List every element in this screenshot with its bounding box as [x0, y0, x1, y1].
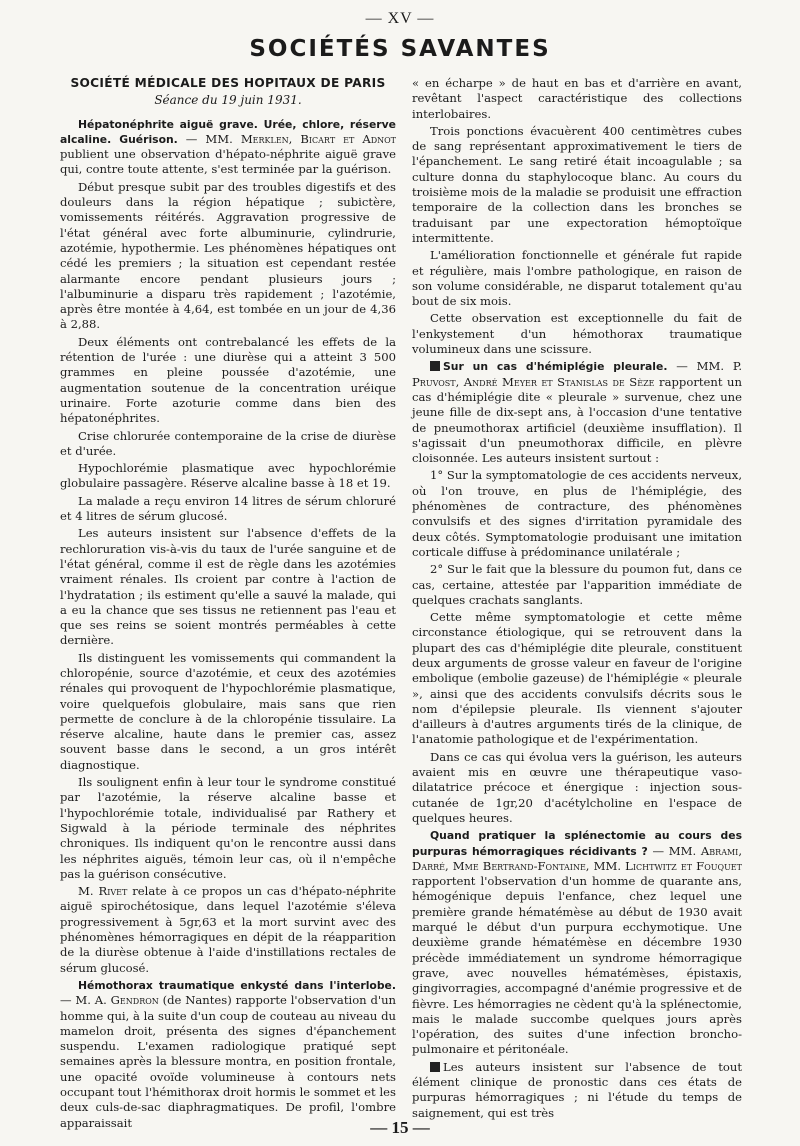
paragraph: Les auteurs insistent sur l'absence d'effets de la rechloruration vis-à-vis du taux de l'urée sanguine et de l'état général, comme il est de règle dans les azotémies vraiment rénales. Ils croient par contre à l'action de l'hydratation ; ils estiment qu'elle a sauvé la malade, qui a eu la chance que ses tissus ne retiennent pas l'eau et que ses reins se soient montrés perméables à cette dernière. — [60, 526, 396, 648]
paragraph: Cette observation est exceptionnelle du fait de l'enkystement d'un hémothorax traumatique volumineux dans une scissure. — [412, 311, 742, 357]
author-name: M. Rivet — [78, 884, 128, 899]
left-column — [60, 76, 396, 1133]
paragraph: L'amélioration fonctionnelle et générale fut rapide et régulière, mais l'ombre pathologique, en raison de son volume considérable, ne disparut totalement qu'au bout de six mois. — [412, 248, 742, 309]
article-title: Sur un cas d'hémiplégie pleurale. — [443, 360, 668, 374]
paragraph: Les auteurs insistent sur l'absence de tout élément clinique de pronostic dans ces états de purpuras hémorragiques ; ni l'étude du temps de saignement, qui est très — [412, 1059, 742, 1120]
paragraph: M. Rivet relate à ce propos un cas d'hépato-néphrite aiguë spirochétosique, dans lequel l'azotémie s'éleva progressivement à 5gr,63 et la mort survint avec des phénomènes hémorragiques en dépit de la réapparition de la diurèse obtenue à l'aide d'instillations rectales de sérum glucosé. — [60, 884, 396, 975]
paragraph: 2° Sur le fait que la blessure du poumon fut, dans ce cas, certaine, attestée par l'apparition immédiate de quelques crachats sanglants. — [412, 562, 742, 607]
paragraph: Hypochlorémie plasmatique avec hypochlorémie globulaire passagère. Réserve alcaline basse à 18 et 19. — [60, 461, 396, 491]
society-title: SOCIÉTÉ MÉDICALE DES HOPITAUX DE PARIS — [70, 76, 386, 90]
top-page-number: — XV — — [365, 10, 435, 27]
session-date: Séance du 19 juin 1931. — [154, 93, 302, 108]
paragraph: La malade a reçu environ 14 litres de sérum chloruré et 4 litres de sérum glucosé. — [60, 493, 396, 524]
article-paragraph: Hépatonéphrite aiguë grave. Urée, chlore, réserve alcaline. Guérison. — MM. Merklen, Bicart et Adnot publient une observation d'hépato-néphrite aiguë grave qui, contre toute attente, s'est terminée par la guérison. — [60, 117, 397, 177]
article-title: Hémothorax traumatique enkysté dans l'interlobe. — [78, 978, 396, 992]
section-title: SOCIÉTÉS SAVANTES — [249, 36, 551, 62]
paragraph: Dans ce cas qui évolua vers la guérison, les auteurs avaient mis en œuvre une thérapeutique vaso-dilatatrice précoce et énergique : injection sous-cutanée de 1gr,20 d'acétylcholine en l'espace de quelques heures. — [412, 749, 742, 825]
article-authors: MM. P. Pruvost, André Meyer et Stanislas de Sèze — [412, 359, 743, 389]
article-paragraph: Sur un cas d'hémiplégie pleurale. — MM. P. Pruvost, André Meyer et Stanislas de Sèze rapportent un cas d'hémiplégie dite « pleurale » survenue, chez une jeune fille de dix-sept ans, à l'occasion d'une tentative de pneumothorax artificiel (deuxième insufflation). Il s'agissait d'un pneumothorax difficile, en plèvre cloisonnée. Les auteurs insistent surtout : — [412, 359, 743, 466]
paragraph: Début presque subit par des troubles digestifs et des douleurs dans la région hépatique ; subictère, vomissements réitérés. Aggravation progressive de l'état général avec forte albuminurie, cylindrurie, azotémie, hypothermie. Les phénomènes hépatiques ont cédé les premiers ; la situation est cependant restée alarmante encore pendant plusieurs jours ; l'albuminurie a disparu très rapidement ; l'azotémie, après être montée à 4,64, est tombée en un jour de 4,36 à 2,88. — [60, 179, 396, 332]
article-authors: MM. Merklen, Bicart et Adnot — [205, 131, 397, 146]
paragraph: « en écharpe » de haut en bas et d'arrière en avant, revêtant l'aspect caractéristique des collections interlobaires. — [412, 76, 742, 121]
article-authors: M. A. Gendron — [75, 993, 159, 1008]
article-authors: MM. Abrami, Darré, Mme Bertrand-Fontaine, MM. Lichtwitz et Fouquet — [412, 843, 743, 873]
paragraph: Cette même symptomatologie et cette même circonstance étiologique, qui se retrouvent dans la plupart des cas d'hémiplégie dite pleurale, constituent deux arguments de grosse valeur en faveur de l'origine embolique (embolie gazeuse) de l'hémiplégie « pleurale », ainsi que des accidents convulsifs décrits sous le nom d'épilepsie pleurale. Ils viennent s'ajouter d'ailleurs à d'autres arguments tirés de la clinique, de l'anatomie pathologique et de l'expérimentation. — [412, 610, 742, 747]
paragraph-mark-icon — [430, 361, 440, 371]
article-paragraph: Quand pratiquer la splénectomie au cours des purpuras hémorragiques récidivants ? — MM. Abrami, Darré, Mme Bertrand-Fontaine, MM. Lichtwitz et Fouquet rapportent l'observation d'un homme de quarante ans, hémogénique depuis l'enfance, chez lequel une première grande hématémèse au début de 1930 avait marqué le début d'un purpura ecchymotique. Une deuxième grande hématémèse en décembre 1930 précède immédiatement un syndrome hémorragique grave, avec nouvelles hématémèses, épistaxis, gingivorragies, accompagné d'anémie progressive et de fièvre. Les hémorragies ne cèdent qu'à la splénectomie, mais le malade succombe quelques jours après l'opération, des suites d'une infection broncho-pulmonaire et péritonéale. — [412, 829, 743, 1057]
paragraph-mark-icon — [430, 1062, 440, 1072]
right-column — [412, 76, 742, 1123]
paragraph: Ils soulignent enfin à leur tour le syndrome constitué par l'azotémie, la réserve alcaline basse et l'hypochlorémie totale, individualisé par Rathery et Sigwald à la période terminale des néphrites chroniques. Ils indiquent qu'on le rencontre aussi dans les néphrites aiguës, témoin leur cas, où il n'empêche pas la guérison consécutive. — [60, 775, 396, 881]
paragraph: Crise chlorurée contemporaine de la crise de diurèse et d'urée. — [60, 428, 396, 458]
bottom-page-number: — 15 — — [370, 1118, 430, 1137]
article-title: Hépatonéphrite aiguë grave. Urée, chlore, réserve alcaline. Guérison. — [60, 117, 396, 146]
paragraph: Deux éléments ont contrebalancé les effets de la rétention de l'urée : une diurèse qui a atteint 3 500 grammes en pleine poussée d'azotémie, une augmentation soutenue de la concentration uréique urinaire. Forte azoturie comme dans bien des hépatonéphrites. — [60, 334, 396, 426]
paragraph: 1° Sur la symptomatologie de ces accidents nerveux, où l'on trouve, en plus de l'hémiplégie, des phénomènes de contracture, des phénomènes convulsifs et des signes d'irritation pyramidale des deux côtés. Symptomatologie produisant une imitation corticale diffuse à prédominance unilatérale ; — [412, 468, 742, 559]
article-title: Quand pratiquer la splénectomie au cours des purpuras hémorragiques récidivants ? — [412, 829, 742, 858]
paragraph: Ils distinguent les vomissements qui commandent la chloropénie, source d'azotémie, et ceux des azotémies rénales qui provoquent de l'hypochlorémie plasmatique, voire quelquefois globulaire, mais sans que rien permette de conclure à de la chloropénie tissulaire. La réserve alcaline, haute dans le premier cas, assez souvent basse dans le second, a un gros intérêt diagnostique. — [60, 650, 396, 772]
paragraph: Trois ponctions évacuèrent 400 centimètres cubes de sang représentant approximativement le tiers de l'épanchement. Le sang retiré était incoagulable ; sa culture donna du staphylocoque blanc. Au cours du troisième mois de la maladie se produisit une effraction temporaire de la collection dans les bronches se traduisant par une expectoration hémoptoïque intermittente. — [412, 123, 742, 245]
article-paragraph: Hémothorax traumatique enkysté dans l'interlobe. — M. A. Gendron (de Nantes) rapporte l'observation d'un homme qui, à la suite d'un coup de couteau au niveau du mamelon droit, présenta des signes d'épanchement suspendu. L'examen radiologique pratiqué sept semaines après la blessure montra, en position frontale, une opacité ovoïde volumineuse à contours nets occupant tout l'hémithorax droit hormis le sommet et les deux culs-de-sac diaphragmatiques. De profil, l'ombre apparaissait — [60, 978, 397, 1130]
